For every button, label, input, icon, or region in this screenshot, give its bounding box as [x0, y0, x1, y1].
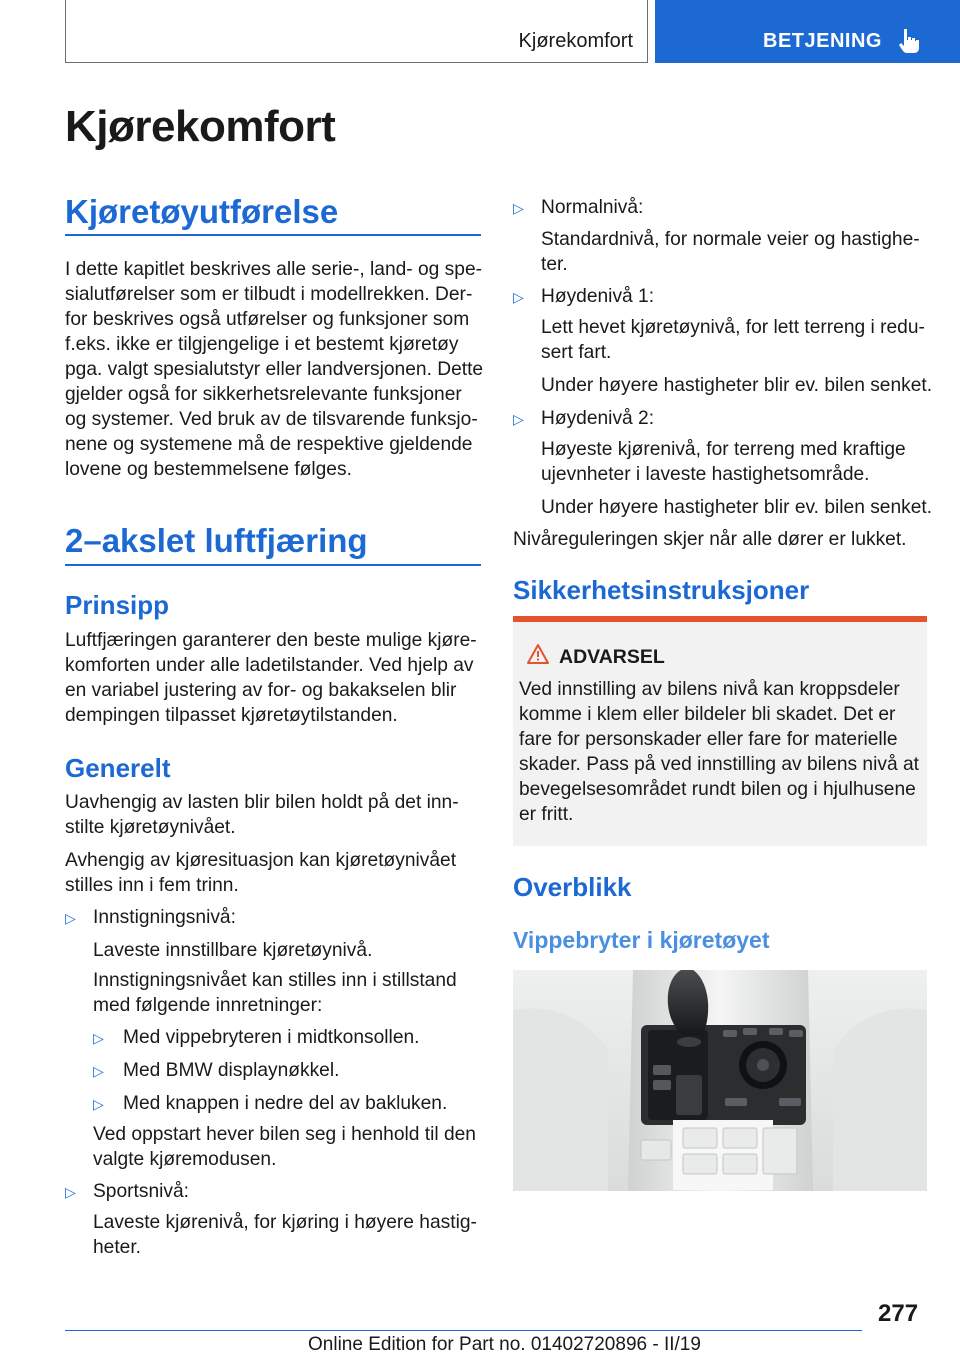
level-h2-desc [541, 437, 906, 487]
heading-rocker-switch: Vippebryter i kjøretøyet [513, 927, 770, 953]
text-line: Laveste kjørenivå, for kjøring i høyere hastig- [93, 1212, 477, 1233]
level-entry-desc: Laveste innstillbare kjøretøynivå. [93, 940, 373, 961]
text-line: f.eks. ikke er tilgjengelige i et bestemt kjøretøy [65, 334, 459, 355]
footer-edition: Online Edition for Part no. 01402720896 - II/19 [308, 1334, 701, 1355]
footer-rule [65, 1330, 862, 1331]
text-line: Avhengig av kjøresituasjon kan kjøretøynivået [65, 850, 457, 871]
warning-text [519, 677, 919, 827]
sub-item: Med vippebryteren i midtkonsollen. [123, 1027, 420, 1048]
heading-rule [65, 564, 481, 566]
text-line: komforten under alle ladetilstander. Ved hjelp av [65, 655, 474, 676]
text-line: dempingen tilpasset kjøretøytilstanden. [65, 705, 398, 726]
text-line: Høyeste kjørenivå, for terreng med kraftige [541, 439, 906, 460]
level-normal-desc [541, 227, 920, 277]
text-line: Luftfjæringen garanterer den beste mulige kjøre- [65, 630, 477, 651]
principle-paragraph [65, 628, 477, 728]
text-line: Innstigningsnivået kan stilles inn i stillstand [93, 970, 457, 991]
heading-principle: Prinsipp [65, 590, 170, 620]
text-line: bevegelsesområdet rundt bilen og i hjulhusene [519, 779, 916, 800]
header-section-label: BETJENING [763, 30, 882, 52]
bullet-triangle-icon: ▷ [65, 1184, 76, 1200]
center-console-photo [513, 970, 927, 1191]
header-chapter-box [65, 0, 648, 63]
text-line: Lett hevet kjøretøynivå, for lett terreng i redu- [541, 317, 925, 338]
text-line: Ved oppstart hever bilen seg i henhold til den [93, 1124, 476, 1145]
warning-bar [513, 616, 927, 622]
bullet-triangle-icon: ▷ [93, 1096, 104, 1112]
bullet-triangle-icon: ▷ [65, 910, 76, 926]
text-line: ter. [541, 254, 568, 275]
text-line: ujevnheter i laveste hastighetsområde. [541, 464, 870, 485]
heading-air-suspension: 2–akslet luftfjæring [65, 522, 368, 559]
text-line: valgte kjøremodusen. [93, 1149, 277, 1170]
general-paragraph-1 [65, 790, 459, 840]
text-line: en variabel justering av for- og bakakselen blir [65, 680, 457, 701]
text-line: skader. Pass på ved innstilling av bilens nivå at [519, 754, 919, 775]
bullet-triangle-icon: ▷ [513, 289, 524, 305]
text-line: er fritt. [519, 804, 574, 825]
text-line: sialutførelser som er tilbudt i modellrekken. Der- [65, 284, 473, 305]
text-line: for beskrives også utførelser og funksjoner som [65, 309, 470, 330]
level-entry-after [93, 1122, 476, 1172]
text-line: stilles inn i fem trinn. [65, 875, 239, 896]
vehicle-version-paragraph [65, 257, 483, 482]
level-h2-label: Høydenivå 2: [541, 408, 655, 429]
pointing-hand-icon [895, 26, 923, 54]
text-line: Uavhengig av lasten blir bilen holdt på det inn- [65, 792, 459, 813]
level-h1-label: Høydenivå 1: [541, 286, 655, 307]
page-number: 277 [878, 1300, 919, 1327]
sub-item: Med BMW displaynøkkel. [123, 1060, 340, 1081]
text-line: fare for personskader eller fare for materielle [519, 729, 898, 750]
text-line: pga. valgt spesialutstyr eller landversjonen. Dette [65, 359, 484, 380]
text-line: I dette kapitlet beskrives alle serie-, land- og spe- [65, 259, 483, 280]
level-entry-note [93, 968, 457, 1018]
heading-safety: Sikkerhetsinstruksjoner [513, 575, 810, 605]
text-line: Standardnivå, for normale veier og hastighe- [541, 229, 920, 250]
sub-item: Med knappen i nedre del av bakluken. [123, 1093, 448, 1114]
heading-vehicle-version: Kjøretøyutførelse [65, 193, 339, 230]
text-line: nene og systemene må de respektive gjeldende [65, 434, 473, 455]
bullet-triangle-icon: ▷ [93, 1030, 104, 1046]
bullet-triangle-icon: ▷ [93, 1063, 104, 1079]
text-line: med følgende innretninger: [93, 995, 323, 1016]
heading-rule [65, 234, 481, 236]
warning-title: ADVARSEL [559, 646, 665, 668]
closing-statement: Nivåreguleringen skjer når alle dører er lukket. [513, 529, 907, 550]
bullet-triangle-icon: ▷ [513, 200, 524, 216]
level-normal-label: Normalnivå: [541, 197, 644, 218]
heading-overview: Overblikk [513, 872, 632, 902]
general-paragraph-2 [65, 848, 456, 898]
level-h1-desc [541, 315, 925, 365]
level-entry-label: Innstigningsnivå: [93, 907, 236, 928]
level-sport-desc [93, 1210, 477, 1260]
heading-general: Generelt [65, 753, 171, 783]
page-title: Kjørekomfort [65, 102, 336, 151]
warning-box [513, 616, 927, 846]
text-line: stilte kjøretøynivået. [65, 817, 236, 838]
text-line: lovene og bestemmelsene følges. [65, 459, 352, 480]
header-section-tab[interactable] [655, 0, 960, 63]
text-line: Ved innstilling av bilens nivå kan kroppsdeler [519, 679, 900, 700]
text-line: og systemer. Ved bruk av de tilsvarende funksjo- [65, 409, 478, 430]
warning-triangle-icon [527, 643, 549, 665]
text-line: gjelder også for sikkerhetsrelevante funksjoner [65, 384, 462, 405]
header-chapter: Kjørekomfort [518, 30, 633, 52]
text-line: heter. [93, 1237, 142, 1258]
level-h1-note: Under høyere hastigheter blir ev. bilen senket. [541, 375, 933, 396]
text-line: komme i klem eller bildeler bli skadet. Det er [519, 704, 896, 725]
text-line: sert fart. [541, 342, 612, 363]
bullet-triangle-icon: ▷ [513, 411, 524, 427]
level-sport-label: Sportsnivå: [93, 1181, 189, 1202]
level-h2-note: Under høyere hastigheter blir ev. bilen senket. [541, 497, 933, 518]
